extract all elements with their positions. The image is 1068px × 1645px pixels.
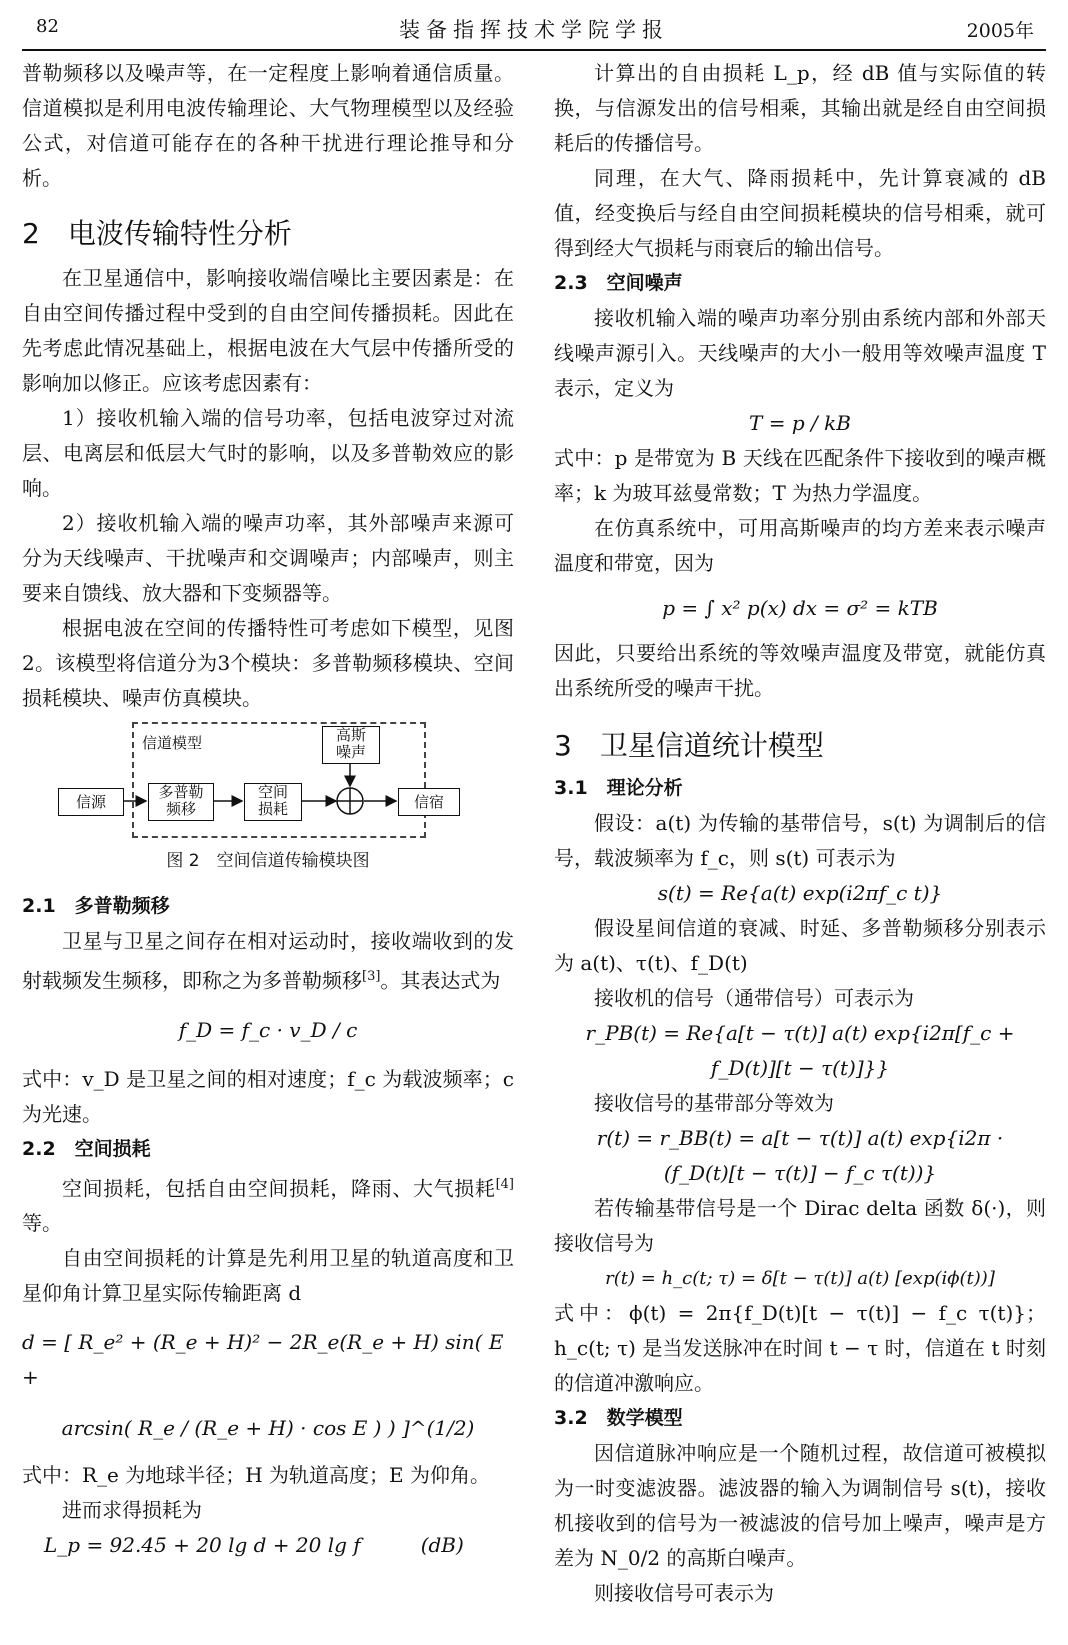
paragraph: 接收机的信号（通带信号）可表示为: [594, 986, 914, 1010]
equation: f_D(t)][t − τ(t)]}}: [710, 1056, 890, 1080]
page-number: 82: [36, 16, 59, 37]
paragraph: 若传输基带信号是一个 Dirac delta 函数 δ(·)，则接收信号为: [554, 1196, 1046, 1255]
paragraph: 普勒频移以及噪声等，在一定程度上影响着通信质量。信道模拟是利用电波传输理论、大气物理模型以及经验公式，对信道可能存在的各种干扰进行理论推导和分析。: [22, 61, 514, 190]
citation: [4]: [495, 1176, 514, 1192]
subsection-heading: 2.3 空间噪声: [554, 272, 683, 294]
paragraph: 在仿真系统中，可用高斯噪声的均方差来表示噪声温度和带宽，因为: [554, 516, 1046, 575]
paragraph-text: 空间损耗，包括自由空间损耗，降雨、大气损耗: [62, 1176, 496, 1201]
paragraph: 式中：ϕ(t) = 2π{f_D(t)[t − τ(t)] − f_c τ(t)}；h_c(t; τ) 是当发送脉冲在时间 t − τ 时，信道在 t 时刻的信道冲激响应。: [554, 1301, 1046, 1395]
paragraph-text: 卫星与卫星之间存在相对运动时，接收端收到的发射载频发生频移，即称之为多普勒频移: [22, 929, 514, 993]
subsection-heading: 2.1 多普勒频移: [22, 895, 170, 917]
subsection-heading: 3.2 数学模型: [554, 1407, 683, 1429]
equation: d = [ R_e² + (R_e + H)² − 2R_e(R_e + H) sin( E +: [22, 1330, 504, 1390]
paragraph: 因此，只要给出系统的等效噪声温度及带宽，就能仿真出系统所受的噪声干扰。: [554, 641, 1046, 700]
sink-box: 信宿: [398, 788, 460, 816]
equation: r(t) = h_c(t; τ) = δ[t − τ(t)] a(t) [exp(iϕ(t))]: [605, 1268, 995, 1289]
source-box: 信源: [58, 788, 124, 816]
paragraph: [22, 1167, 514, 1242]
equation: p = ∫ x² p(x) dx = σ² = kTB: [662, 596, 938, 620]
section-heading: 2 电波传输特性分析: [22, 217, 292, 250]
subsection-heading: 3.1 理论分析: [554, 777, 683, 799]
paragraph: 计算出的自由损耗 L_p，经 dB 值与实际值的转换，与信源发出的信号相乘，其输出就是经自由空间损耗后的传播信号。: [554, 61, 1046, 155]
paragraph: 同理，在大气、降雨损耗中，先计算衰减的 dB 值，经变换后与经自由空间损耗模块的信号相乘，就可得到经大气损耗与雨衰后的输出信号。: [554, 166, 1046, 260]
equation: (f_D(t)[t − τ(t)] − f_c τ(t))}: [663, 1161, 937, 1185]
equation: f_D = f_c · v_D / c: [178, 1017, 358, 1042]
channel-model-figure: [22, 722, 514, 842]
figure-caption: 图 2 空间信道传输模块图: [166, 851, 370, 871]
subsection-heading: 2.2 空间损耗: [22, 1137, 151, 1160]
equation: T = p / kB: [749, 411, 851, 435]
equation: arcsin( R_e / (R_e + H) · cos E ) ) ]^(1/2): [61, 1416, 475, 1441]
equation: L_p = 92.45 + 20 lg d + 20 lg f (dB): [44, 1533, 464, 1558]
paragraph: 进而求得损耗为: [62, 1498, 202, 1523]
citation: [3]: [362, 969, 381, 984]
right-column: [554, 56, 1046, 1611]
paragraph: [22, 924, 514, 999]
loss-box: 空间 损耗: [244, 783, 302, 821]
paragraph: 则接收信号可表示为: [594, 1581, 774, 1605]
page-header: [0, 0, 1068, 52]
paragraph-text: 等。: [22, 1211, 62, 1236]
equation: r(t) = r_BB(t) = a[t − τ(t)] a(t) exp{i2π ·: [596, 1126, 1004, 1150]
section-heading: 3 卫星信道统计模型: [554, 729, 824, 762]
paragraph: 假设：a(t) 为传输的基带信号，s(t) 为调制后的信号，载波频率为 f_c，则 s(t) 可表示为: [554, 811, 1046, 870]
equation: s(t) = Re{a(t) exp(i2πf_c t)}: [657, 881, 943, 905]
doppler-box: 多普勒 频移: [148, 783, 214, 821]
paragraph: 在卫星通信中，影响接收端信噪比主要因素是：在自由空间传播过程中受到的自由空间传播损耗。因此在先考虑此情况基础上，根据电波在大气层中传播所受的影响加以修正。应该考虑因素有：: [22, 266, 514, 395]
noise-box: 高斯 噪声: [322, 726, 380, 764]
left-column: [22, 56, 514, 1563]
header-rule: [22, 49, 1046, 51]
paragraph: 2）接收机输入端的噪声功率，其外部噪声来源可分为天线噪声、干扰噪声和交调噪声；内部噪声，则主要来自馈线、放大器和下变频器等。: [22, 511, 514, 605]
equation: r_PB(t) = Re{a[t − τ(t)] a(t) exp{i2π[f_c +: [585, 1021, 1015, 1045]
paragraph: 接收机输入端的噪声功率分别由系统内部和外部天线噪声源引入。天线噪声的大小一般用等效噪声温度 T 表示，定义为: [554, 306, 1046, 400]
channel-model-label: 信道模型: [142, 734, 203, 752]
paragraph: 式中：v_D 是卫星之间的相对速度；f_c 为载波频率；c 为光速。: [22, 1066, 514, 1126]
paragraph-text: 。其表达式为: [380, 968, 501, 993]
paragraph: 式中：p 是带宽为 B 天线在匹配条件下接收到的噪声概率；k 为玻耳兹曼常数；T 为热力学温度。: [554, 446, 1046, 505]
paragraph: 式中：R_e 为地球半径；H 为轨道高度；E 为仰角。: [22, 1463, 491, 1488]
journal-title: 装备指挥技术学院学报: [399, 18, 669, 42]
paragraph: 根据电波在空间的传播特性可考虑如下模型，见图2。该模型将信道分为3个模块：多普勒频移模块、空间损耗模块、噪声仿真模块。: [22, 616, 514, 710]
paragraph: 1）接收机输入端的信号功率，包括电波穿过对流层、电离层和低层大气时的影响，以及多普勒效应的影响。: [22, 406, 514, 500]
year: 2005年: [966, 20, 1034, 42]
figure-connectors: [22, 722, 514, 842]
paragraph: 接收信号的基带部分等效为: [594, 1091, 834, 1115]
paragraph: 假设星间信道的衰减、时延、多普勒频移分别表示为 a(t)、τ(t)、f_D(t): [554, 916, 1046, 975]
paragraph: 自由空间损耗的计算是先利用卫星的轨道高度和卫星仰角计算卫星实际传输距离 d: [22, 1246, 514, 1306]
paragraph: 因信道脉冲响应是一个随机过程，故信道可被模拟为一时变滤波器。滤波器的输入为调制信号 s(t)，接收机接收到的信号为一被滤波的信号加上噪声，噪声是方差为 N_0/2 的高斯白噪声。: [554, 1441, 1046, 1570]
